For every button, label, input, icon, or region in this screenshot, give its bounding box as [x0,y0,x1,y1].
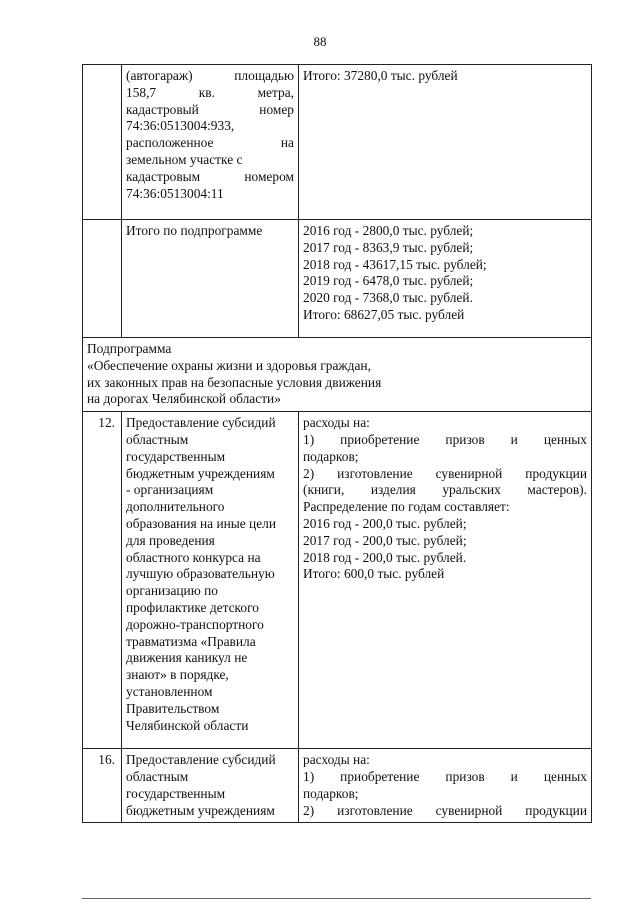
table-row [83,220,592,338]
funding-cell [299,749,592,823]
row-number [83,220,122,338]
text-line: Распределение по годам составляет: [303,499,510,515]
text-line: 2016 год - 200,0 тыс. рублей; [303,515,467,531]
funding-cell [299,412,592,749]
page-bottom-rule [82,898,591,899]
text-line: Итого: 600,0 тыс. рублей [303,566,445,582]
text-line: государственным [126,448,226,464]
text-line: 2017 год - 8363,9 тыс. рублей; [303,239,474,255]
text-line: 2) изготовление сувенирной продукции [303,802,587,818]
text-line: кадастровым номером [126,168,294,184]
text-line: областным [126,431,189,447]
text-line: Предоставление субсидий [126,415,276,431]
program-table [82,64,592,823]
subprogram-header-line: их законных прав на безопасные условия движения [87,374,382,390]
text-line: дополнительного [126,499,225,515]
text-line: организацию по [126,583,218,599]
table-row [83,65,592,220]
text-line: областного конкурса на [126,549,261,565]
text-line: 1) приобретение призов и ценных [303,431,587,447]
text-line: 74:36:0513004:933, [126,118,235,134]
table-row [83,338,592,412]
text-line: 2) изготовление сувенирной продукции [303,465,587,481]
text-line: 74:36:0513004:11 [126,185,224,201]
text-line: (книги, изделия уральских мастеров). [303,482,587,498]
measure-description [122,65,299,220]
text-line: установленном [126,683,213,699]
text-line: 158,7 кв. метра, [126,84,294,100]
row-number: 12. [83,412,122,749]
text-line: расходы на: [303,415,370,431]
table-row [83,412,592,749]
text-line: государственным [126,785,226,801]
row-number [83,65,122,220]
text-line: (автогараж) площадью [126,68,294,83]
text-line: Правительством [126,700,220,716]
text-line: Челябинской области [126,717,249,733]
subprogram-header-line: на дорогах Челябинской области» [87,391,281,407]
text-line: бюджетным учреждениям [126,802,275,818]
funding-cell [299,220,592,338]
text-line: подарков; [303,448,359,464]
text-line: 2018 год - 43617,15 тыс. рублей; [303,256,487,272]
text-line: Итого: 68627,05 тыс. рублей [303,306,465,322]
text-line: профилактике детского [126,599,259,615]
text-line: расположенное на [126,135,294,151]
text-line: 2018 год - 200,0 тыс. рублей. [303,549,467,565]
subprogram-header-line: «Обеспечение охраны жизни и здоровья граждан, [87,357,371,373]
text-line: кадастровый номер [126,101,294,117]
text-line: расходы на: [303,752,370,768]
text-line: 2017 год - 200,0 тыс. рублей; [303,532,467,548]
text-line: Предоставление субсидий [126,752,276,768]
page-number: 88 [313,34,327,49]
table-row [83,749,592,823]
text-line: 2020 год - 7368,0 тыс. рублей. [303,290,473,306]
text-line: знают» в порядке, [126,667,229,683]
text-line: травматизма «Правила [126,633,256,649]
text-line: для проведения [126,532,215,548]
measure-description [122,412,299,749]
text-line: бюджетным учреждениям [126,465,275,481]
row-number: 16. [83,749,122,823]
text-line: подарков; [303,785,359,801]
text-line: дорожно-транспортного [126,616,264,632]
funding-cell [299,65,592,220]
text-line: 1) приобретение призов и ценных [303,768,587,784]
text-line: областным [126,768,189,784]
subprogram-header-line: Подпрограмма [87,341,172,356]
measure-description [122,749,299,823]
text-line: 2016 год - 2800,0 тыс. рублей; [303,223,474,238]
text-line: - организациям [126,482,214,498]
text-line: движения каникул не [126,650,248,666]
subprogram-header [83,338,592,412]
text-line: 2019 год - 6478,0 тыс. рублей; [303,273,474,289]
subprogram-total-label: Итого по подпрограмме [122,220,299,338]
text-line: земельном участке с [126,151,243,167]
text-line: Итого: 37280,0 тыс. рублей [303,68,458,83]
text-line: лучшую образовательную [126,566,275,582]
text-line: образования на иные цели [126,515,277,531]
